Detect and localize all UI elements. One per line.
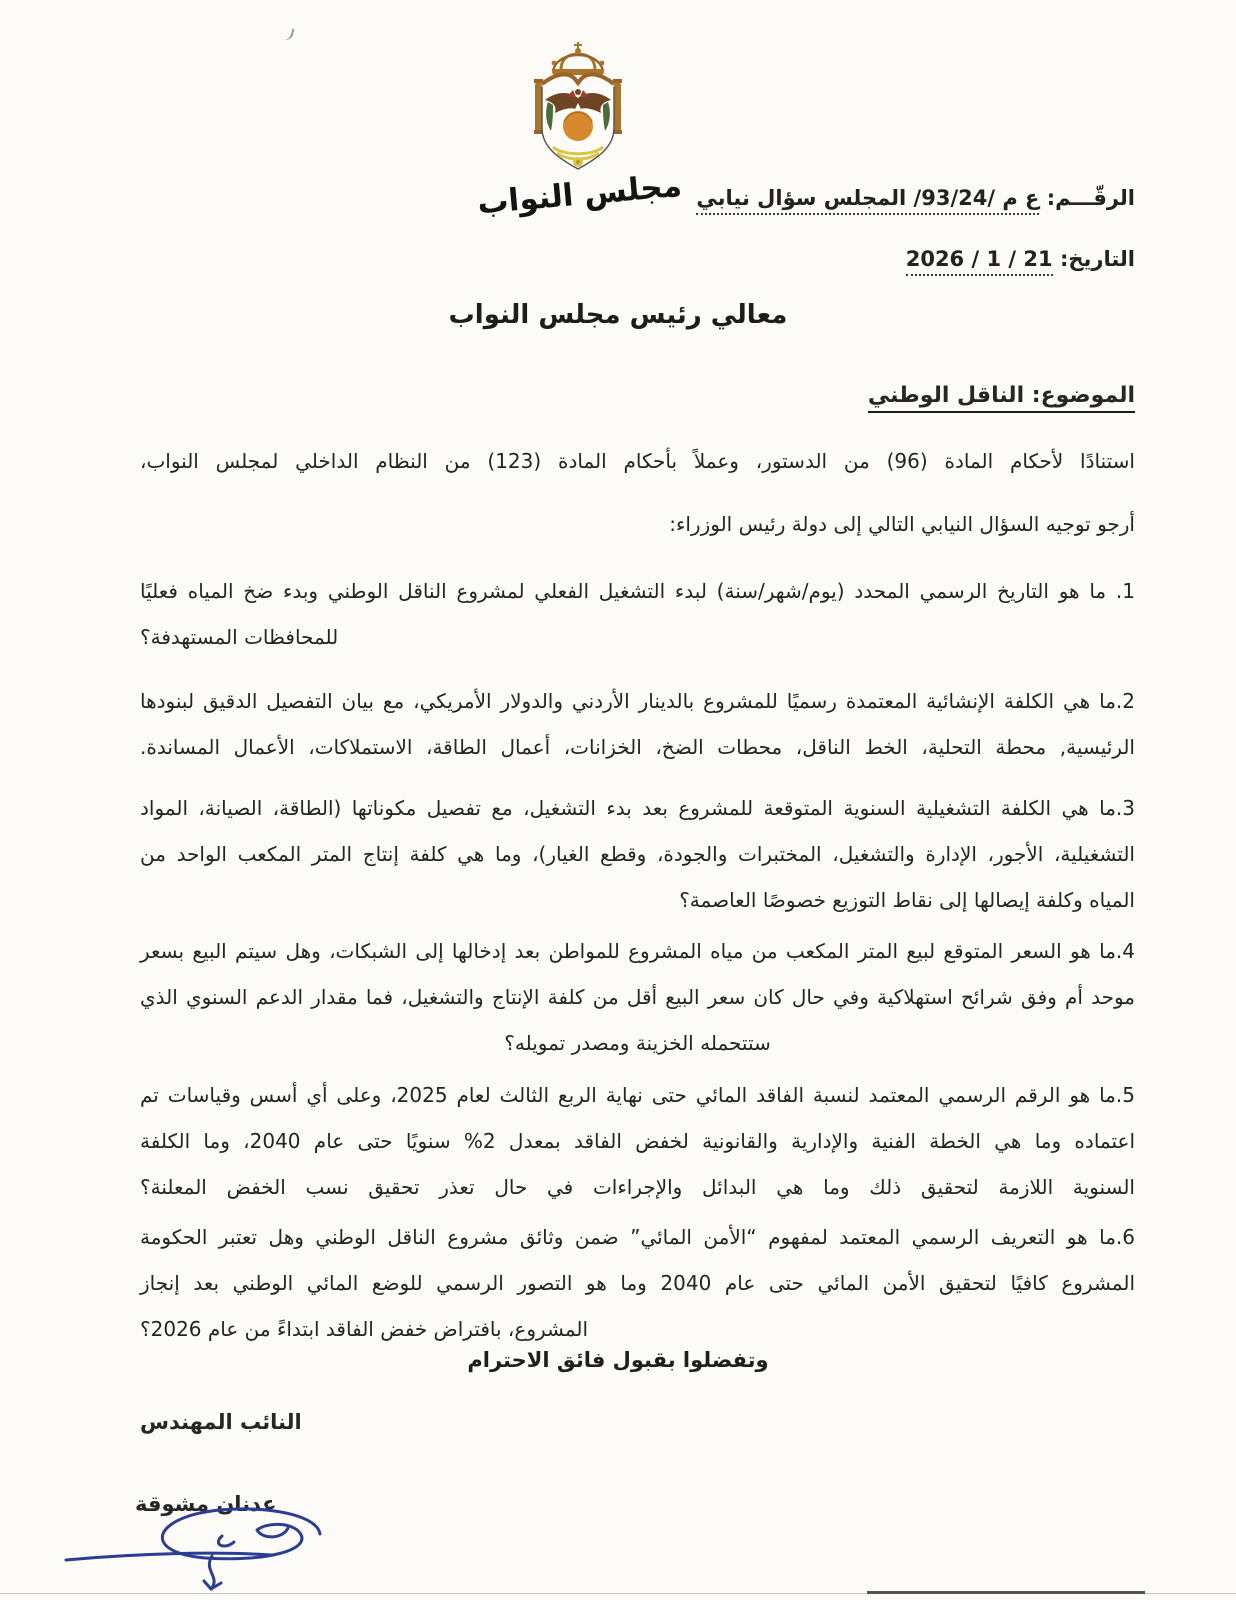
globe-icon xyxy=(563,111,593,141)
handwritten-signature-icon xyxy=(62,1494,347,1592)
question-line: 4.ما هو السعر المتوقع لبيع المتر المكعب من مياه المشروع للمواطن بعد إدخالها إلى الشبكات، وهل سيتم البيع بسعر xyxy=(140,939,1135,963)
signatory-name: عدنان مشوقة xyxy=(135,1492,277,1516)
question-line: التشغيلية، الأجور، الإدارة والتشغيل، المختبرات والجودة، وقطع الغيار)، وما هي كلفة إنتاج المتر المكعب الواحد من xyxy=(140,842,1135,866)
subject-line xyxy=(868,378,1135,414)
question-line: 2.ما هي الكلفة الإنشائية المعتمدة رسميًا للمشروع بالدينار الأردني والدولار الأمريكي، مع بيان التفصيل الدقيق لبنودها xyxy=(140,689,1135,713)
question-line: موحد أم وفق شرائح استهلاكية وفي حال كان سعر البيع أقل من كلفة الإنتاج والتشغيل، فما مقدار الدعم السنوي الذي xyxy=(140,985,1135,1009)
intro-line-2: أرجو توجيه السؤال النيابي التالي إلى دولة رئيس الوزراء: xyxy=(669,512,1135,536)
wreath-icon xyxy=(553,147,603,167)
question-line: الرئيسية, محطة التحلية، الخط الناقل، محطات الضخ، الخزانات، أعمال الطاقة، الاستملاكات، الأعمال المساندة. xyxy=(140,735,1135,759)
question-line: 1. ما هو التاريخ الرسمي المحدد (يوم/شهر/سنة) لبدء التشغيل الفعلي لمشروع الناقل الوطني وبدء ضخ المياه فعليًا xyxy=(140,579,1135,603)
crown-icon xyxy=(552,42,605,75)
reference-number-label: الرقّـــم: xyxy=(1046,186,1135,210)
question-6 xyxy=(140,1214,1135,1352)
parliament-calligraphy: مجلس النواب xyxy=(475,167,684,222)
question-line: 6.ما هو التعريف الرسمي المعتمد لمفهوم “الأمن المائي” ضمن وثائق مشروع الناقل الوطني وهل تعتبر الحكومة xyxy=(140,1225,1135,1249)
question-line: 3.ما هي الكلفة التشغيلية السنوية المتوقعة للمشروع بعد بدء التشغيل، مع تفصيل مكوناتها (الطاقة، الصيانة، المواد xyxy=(140,796,1135,820)
question-line: ستتحمله الخزينة ومصدر تمويله؟ xyxy=(504,1031,771,1055)
question-5 xyxy=(140,1072,1135,1210)
reference-number-line xyxy=(696,180,1135,216)
question-3 xyxy=(140,785,1135,923)
jordan-royal-crest-icon xyxy=(523,40,633,170)
salutation-title: معالي رئيس مجلس النواب xyxy=(448,300,788,330)
question-line: اعتماده وما هي الخطة الفنية والإدارية والقانونية لخفض الفاقد بمعدل 2% سنويًا حتى عام 2040، وما الكلفة xyxy=(140,1129,1135,1153)
question-line: المياه وكلفة إيصالها إلى نقاط التوزيع خصوصًا العاصمة؟ xyxy=(679,888,1135,912)
question-line: للمحافظات المستهدفة؟ xyxy=(140,625,339,649)
scan-edge-line-dark xyxy=(867,1591,1145,1594)
question-1 xyxy=(140,568,1135,660)
question-line: المشروع، بافتراض خفض الفاقد ابتداءً من عام 2026؟ xyxy=(140,1317,589,1341)
reference-date-value: 21 / 1 / 2026 xyxy=(906,247,1053,276)
question-line: المشروع كافيًا لتحقيق الأمن المائي حتى عام 2040 وما هو التصور الرسمي للوضع المائي الوطني بعد إنجاز xyxy=(140,1271,1136,1295)
reference-number-value: ع م /93/24/ المجلس سؤال نيابي xyxy=(696,186,1039,215)
question-line: 5.ما هو الرقم الرسمي المعتمد لنسبة الفاقد المائي حتى نهاية الربع الثالث لعام 2025، وعلى أي أسس وقياسات تم xyxy=(140,1083,1135,1107)
question-2 xyxy=(140,678,1135,770)
intro-line-1: استنادًا لأحكام المادة (96) من الدستور، وعملاً بأحكام المادة (123) من النظام الداخلي لمجلس النواب، xyxy=(140,449,1135,473)
signatory-title: النائب المهندس xyxy=(140,1410,302,1434)
question-line: السنوية اللازمة لتحقيق ذلك وما هي البدائل والإجراءات في حال تعذر تحقيق نسب الخفض المعلنة؟ xyxy=(140,1175,1135,1199)
reference-date-line xyxy=(906,241,1135,277)
closing-line: وتفضلوا بقبول فائق الاحترام xyxy=(467,1348,769,1372)
subject-text: الموضوع: الناقل الوطني xyxy=(868,383,1135,413)
scan-speck xyxy=(284,27,295,42)
reference-date-label: التاريخ: xyxy=(1059,247,1135,271)
question-4 xyxy=(140,928,1135,1066)
